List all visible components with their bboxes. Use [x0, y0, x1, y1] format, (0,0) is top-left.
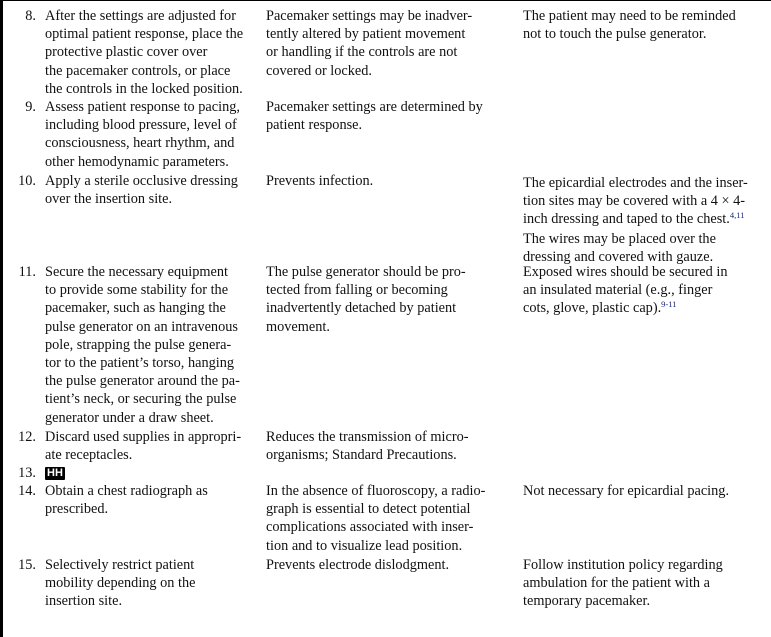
table-left-border — [0, 0, 3, 637]
rationale-line: Pacemaker settings are determined by — [266, 99, 483, 115]
rationale-line: complications associated with inser- — [266, 519, 474, 536]
step-number: 14. — [18, 483, 36, 499]
rationale-cell — [266, 263, 514, 336]
special-considerations-cell — [523, 263, 769, 318]
rationale-line: covered or locked. — [266, 62, 372, 79]
special-line: not to touch the pulse generator. — [523, 26, 707, 43]
action-line: the pacemaker controls, or place — [45, 62, 231, 79]
step-number: 9. — [25, 99, 36, 115]
rationale-line: patient response. — [266, 117, 363, 134]
special-line: Exposed wires should be secured in — [523, 264, 728, 280]
rationale-line: tently altered by patient movement — [266, 26, 466, 43]
special-line: Not necessary for epicardial pacing. — [523, 483, 730, 499]
rationale-line: tion and to visualize lead position. — [266, 537, 463, 554]
special-line: tion sites may be covered with a 4 × 4- — [523, 193, 746, 210]
action-line: Apply a sterile occlusive dressing — [45, 173, 238, 189]
special-line: Follow institution policy regarding — [523, 557, 723, 573]
special-considerations-cell — [523, 172, 769, 266]
action-line: optimal patient response, place the — [45, 26, 244, 43]
step-number: 13. — [18, 465, 36, 481]
rationale-line: organisms; Standard Precautions. — [266, 447, 457, 464]
action-line: Assess patient response to pacing, — [45, 99, 240, 115]
action-line: to provide some stability for the — [45, 282, 229, 299]
special-line: The patient may need to be reminded — [523, 8, 736, 24]
action-line: pacemaker, such as hanging the — [45, 300, 226, 317]
action-line: over the insertion site. — [45, 191, 173, 208]
action-cell — [9, 482, 259, 518]
action-line: Secure the necessary equipment — [45, 264, 229, 280]
rationale-line: The pulse generator should be pro- — [266, 264, 466, 280]
special-line: inch dressing and taped to the chest. — [523, 211, 730, 228]
action-cell — [9, 428, 259, 464]
hand-hygiene-icon: HH — [47, 467, 63, 479]
special-line: ambulation for the patient with a — [523, 575, 710, 592]
special-considerations-cell — [523, 7, 769, 43]
action-line: tient’s neck, or securing the pulse — [45, 391, 237, 408]
action-cell — [9, 263, 259, 427]
rationale-line: movement. — [266, 318, 330, 335]
action-cell — [9, 556, 259, 611]
rationale-line: inadvertently detached by patient — [266, 300, 457, 317]
step-number: 15. — [18, 557, 36, 573]
rationale-line: graph is essential to detect potential — [266, 501, 471, 518]
table-top-border — [0, 0, 771, 1]
rationale-line: or handling if the controls are not — [266, 44, 458, 61]
action-line: generator under a draw sheet. — [45, 409, 214, 426]
special-line: The wires may be placed over the — [523, 230, 716, 247]
action-line: including blood pressure, level of — [45, 117, 237, 134]
rationale-cell — [266, 556, 514, 574]
action-line: tor to the patient’s torso, hanging — [45, 355, 235, 372]
rationale-cell — [266, 482, 514, 555]
rationale-cell — [266, 428, 514, 464]
action-line: insertion site. — [45, 593, 123, 610]
citation-superscript: 4,11 — [729, 210, 745, 221]
step-number: 10. — [18, 173, 36, 189]
step-number: 12. — [18, 429, 36, 445]
action-cell — [9, 98, 259, 171]
action-line: the pulse generator around the pa- — [45, 373, 240, 390]
rationale-line: tected from falling or becoming — [266, 282, 448, 299]
rationale-line: Prevents infection. — [266, 173, 374, 189]
action-line: Discard used supplies in appropri- — [45, 429, 242, 445]
action-line: pole, strapping the pulse genera- — [45, 336, 232, 353]
action-line: Selectively restrict patient — [45, 557, 195, 573]
action-line: Obtain a chest radiograph as — [45, 483, 208, 499]
step-number: 8. — [25, 8, 36, 24]
action-line: After the settings are adjusted for — [45, 8, 236, 24]
rationale-line: In the absence of fluoroscopy, a radio- — [266, 483, 486, 499]
action-cell — [9, 172, 259, 208]
action-line: the controls in the locked position. — [45, 80, 243, 97]
action-cell — [9, 464, 259, 482]
action-line: ate receptacles. — [45, 447, 133, 464]
rationale-cell — [266, 98, 514, 134]
special-line: dressing and covered with gauze. — [523, 248, 714, 265]
rationale-line: Prevents electrode dislodgment. — [266, 557, 450, 573]
rationale-line: Pacemaker settings may be inadver- — [266, 8, 473, 24]
action-line: pulse generator on an intravenous — [45, 318, 238, 335]
special-considerations-cell — [523, 482, 769, 500]
action-line: prescribed. — [45, 501, 109, 518]
special-line: cots, glove, plastic cap). — [523, 300, 662, 317]
rationale-cell — [266, 7, 514, 80]
rationale-cell — [266, 172, 514, 190]
action-cell — [9, 7, 259, 98]
special-considerations-cell — [523, 556, 769, 611]
action-line: mobility depending on the — [45, 575, 196, 592]
action-line: other hemodynamic parameters. — [45, 153, 229, 170]
action-line: protective plastic cover over — [45, 44, 208, 61]
rationale-line: Reduces the transmission of micro- — [266, 429, 469, 445]
citation-superscript: 9-11 — [661, 299, 677, 310]
special-line: The epicardial electrodes and the inser- — [523, 175, 748, 191]
special-line: temporary pacemaker. — [523, 593, 651, 610]
special-line: an insulated material (e.g., finger — [523, 282, 713, 299]
step-number: 11. — [18, 264, 36, 280]
action-line: consciousness, heart rhythm, and — [45, 135, 235, 152]
